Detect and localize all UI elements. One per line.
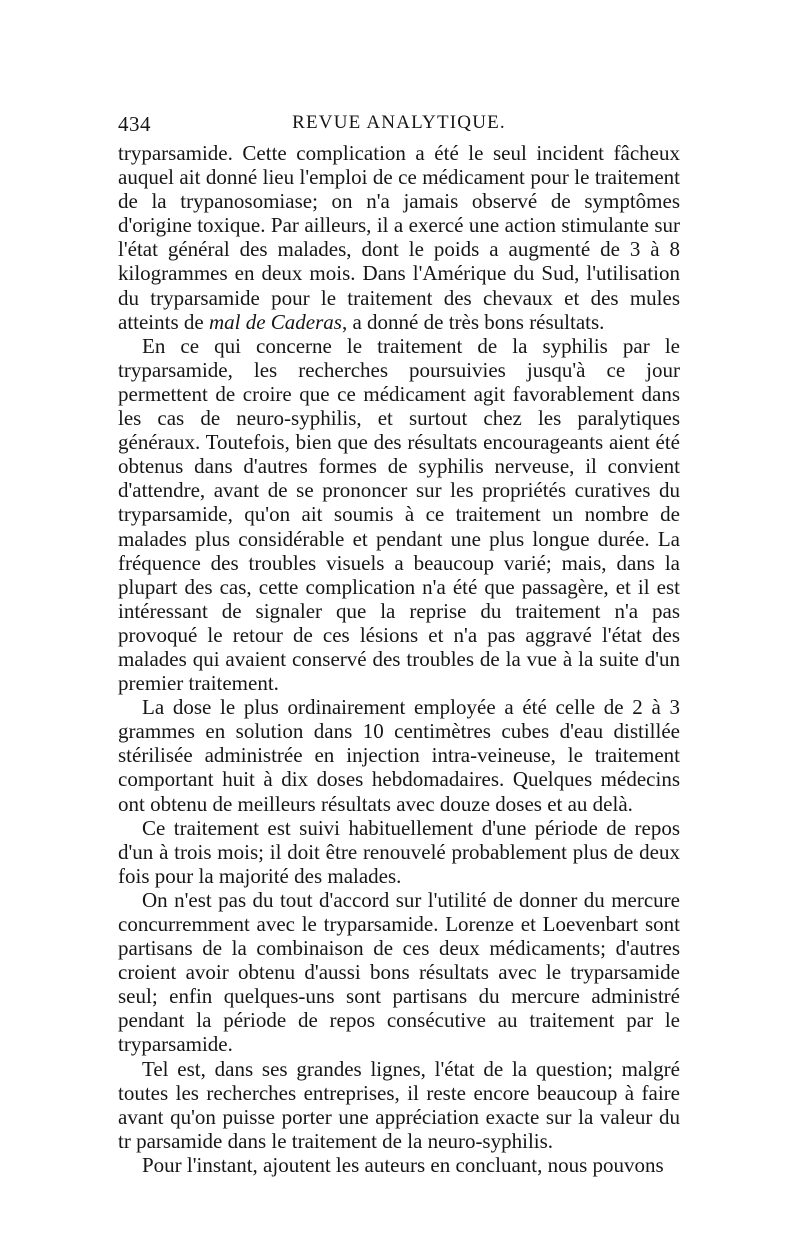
page-number: 434: [118, 112, 151, 136]
paragraph: En ce qui concerne le traitement de la syphilis par le tryparsamide, les recherches poursuivies jusqu'à ce jour permettent de croire que ce médicament agit favorablement dans les cas de neuro-syphilis, et surtout chez les paralytiques généraux. Toutefois, bien que des résultats encourageants aient été obtenus dans d'autres formes de syphilis nerveuse, il convient d'attendre, avant de se prononcer sur les propriétés curatives du tryparsamide, qu'on ait soumis à ce traitement un nombre de malades plus considérable et pendant une plus longue durée. La fréquence des troubles visuels a beaucoup varié; mais, dans la plupart des cas, cette complication n'a été que passagère, et il est intéressant de signaler que la reprise du traitement n'a pas provoqué le retour de ces lésions et n'a pas aggravé l'état des malades qui avaient conservé des troubles de la vue à la suite d'un premier traitement.: [118, 333, 680, 696]
paragraph: La dose le plus ordinairement employée a été celle de 2 à 3 grammes en solution dans 10 centimètres cubes d'eau distillée stérilisée administrée en injection intra-veineuse, le traitement comportant huit à dix doses hebdomadaires. Quelques médecins ont obtenu de meilleurs résultats avec douze doses et au delà.: [118, 695, 680, 816]
paragraph: Tel est, dans ses grandes lignes, l'état de la question; malgré toutes les recherches entreprises, il reste encore beaucoup à faire avant qu'on puisse porter une appréciation exacte sur la valeur du tr parsamide dans le traitement de la neuro-syphilis.: [118, 1056, 680, 1153]
paragraph: On n'est pas du tout d'accord sur l'utilité de donner du mercure concurremment avec le tryparsamide. Lorenze et Loevenbart sont partisans de la combinaison de ces deux médicaments; d'autres croient avoir obtenu d'aussi bons résultats avec le tryparsamide seul; enfin quelques-uns sont partisans du mercure administré pendant la période de repos consécutive au traitement par le tryparsamide.: [118, 887, 680, 1057]
running-title: REVUE ANALYTIQUE.: [292, 112, 506, 133]
paragraph: [118, 141, 680, 334]
paragraph: Ce traitement est suivi habituellement d'une période de repos d'un à trois mois; il doit être renouvelé probablement plus de deux fois pour la majorité des malades.: [118, 815, 680, 888]
paragraph-text: , a donné de très bons résultats.: [341, 309, 605, 334]
running-header: [118, 112, 680, 142]
paragraph: Pour l'instant, ajoutent les auteurs en concluant, nous pouvons: [142, 1152, 664, 1177]
body-text: [118, 141, 680, 1177]
paragraph-text: tryparsamide. Cette complication a été le seul incident fâcheux auquel ait donné lieu l'emploi de ce médicament pour le traitement de la trypanosomiase; on n'a jamais observé de symptômes d'origine toxique. Par ailleurs, il a exercé une action stimulante sur l'état général des malades, dont le poids a augmenté de 3 à 8 kilogrammes en deux mois. Dans l'Amérique du Sud, l'utilisation du tryparsamide pour le traitement des chevaux et des mules atteints de: [118, 141, 680, 334]
italic-term: mal de Caderas: [208, 309, 342, 334]
